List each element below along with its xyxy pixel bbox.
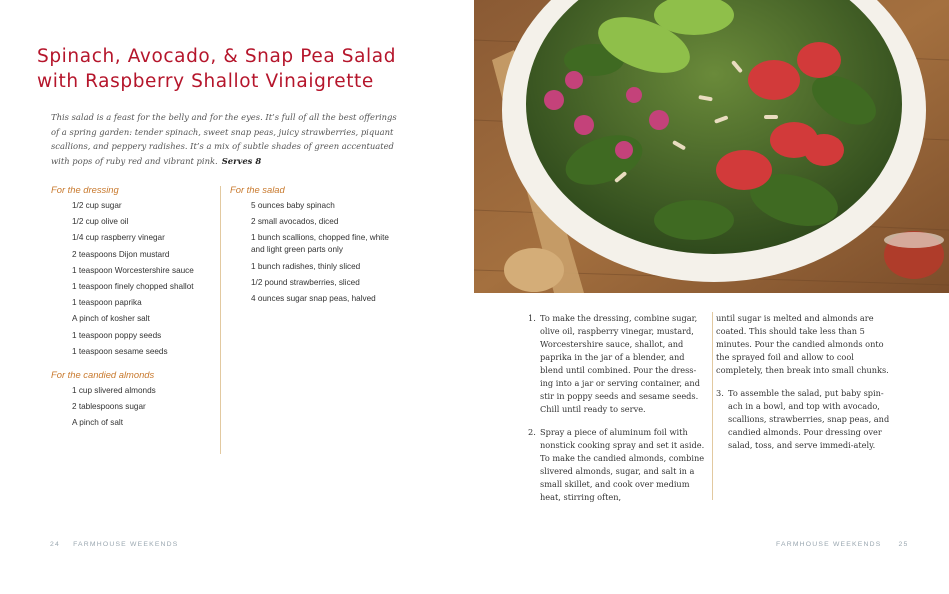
ingredient-item: 2 tablespoons sugar bbox=[72, 401, 146, 411]
steps-column-2 bbox=[716, 312, 896, 462]
ingredient-item: 1 cup slivered almonds bbox=[72, 385, 156, 395]
ingredient-item: A pinch of kosher salt bbox=[72, 314, 150, 324]
ingredient-item: 1 teaspoon sesame seeds bbox=[72, 346, 168, 356]
column-divider bbox=[220, 186, 221, 454]
ingredient-item: 5 ounces baby spinach bbox=[251, 201, 335, 210]
ingredients-column-2 bbox=[230, 183, 398, 309]
ingredient-item: 1 teaspoon poppy seeds bbox=[72, 330, 162, 340]
step-number: 1. bbox=[528, 313, 536, 323]
title-line-1: Spinach, Avocado, & Snap Pea Salad bbox=[37, 46, 397, 67]
step-text: until sugar is melted and almonds are coated. This should take less than 5 minutes. Pour the candied almonds onto the sprayed foil and allow to cool completely, then break into small chunks. bbox=[716, 313, 889, 375]
ingredient-item: 1 teaspoon finely chopped shallot bbox=[72, 281, 194, 291]
salad-bowl-image bbox=[474, 0, 949, 293]
almonds-heading: For the candied almonds bbox=[51, 368, 155, 380]
recipe-title bbox=[37, 44, 457, 94]
ingredient-item: 1/2 cup olive oil bbox=[72, 217, 129, 227]
ingredient-item: 2 small avocados, diced bbox=[251, 217, 339, 227]
step-item bbox=[528, 312, 708, 416]
step-number: 2. bbox=[528, 427, 536, 437]
ingredient-item: 4 ounces sugar snap peas, halved bbox=[251, 293, 376, 303]
step-continuation bbox=[716, 312, 896, 377]
step-text: To assemble the salad, put baby spin-ach in a bowl, and top with avocado, scallions, strawberries, snap peas, and candied almonds. Pour dressing over salad, toss, and serve immedi-ately. bbox=[728, 388, 890, 450]
salad-photo bbox=[474, 0, 949, 293]
ingredient-item: 1/4 cup raspberry vinegar bbox=[72, 233, 165, 243]
page-number: 24 bbox=[50, 541, 60, 548]
dressing-list bbox=[51, 200, 219, 358]
ingredient-item: 1 bunch scallions, chopped fine, white and light green parts only bbox=[251, 233, 389, 255]
ingredient-item: 1 teaspoon Worcestershire sauce bbox=[72, 265, 194, 275]
salad-list bbox=[230, 200, 398, 305]
step-item bbox=[528, 426, 708, 504]
step-item bbox=[716, 387, 896, 452]
footer-title: FARMHOUSE WEEKENDS bbox=[73, 541, 179, 548]
right-page bbox=[474, 0, 949, 594]
title-line-2: with Raspberry Shallot Vinaigrette bbox=[37, 71, 374, 92]
footer-title: FARMHOUSE WEEKENDS bbox=[776, 541, 882, 548]
serves-label: Serves 8 bbox=[221, 155, 262, 166]
ingredient-item: 1 teaspoon paprika bbox=[72, 298, 142, 308]
intro-text: This salad is a feast for the belly and for the eyes. It’s full of all the best offerings of a spring garden: tender spinach, sweet snap peas, juicy strawberries, piquant scallions, and peppery radishes. It’s a mix of subtle shades of green accentuated with pops of ruby red and vibrant pink. bbox=[51, 112, 397, 166]
right-footer bbox=[776, 541, 909, 548]
dressing-heading: For the dressing bbox=[51, 184, 119, 195]
step-text: Spray a piece of aluminum foil with nonstick cooking spray and set it aside. To make the candied almonds, combine slivered almonds, sugar, and salt in a small skillet, and cook over medium heat, stirring often, bbox=[540, 427, 705, 502]
ingredient-item: 2 teaspoons Dijon mustard bbox=[72, 249, 170, 259]
ingredients-column-1 bbox=[51, 183, 219, 433]
left-footer bbox=[50, 541, 179, 548]
left-page bbox=[0, 0, 474, 594]
step-text: To make the dressing, combine sugar, olive oil, raspberry vinegar, mustard, Worcestershire sauce, shallot, and paprika in the jar of a blender, and blend until combined. Pour the dress-ing into a jar or serving container, and stir in poppy seeds and sesame seeds. Chill until ready to serve. bbox=[540, 313, 700, 414]
almonds-list bbox=[51, 385, 219, 429]
ingredient-item: 1/2 pound strawberries, sliced bbox=[251, 277, 360, 287]
page-number: 25 bbox=[898, 541, 909, 548]
recipe-intro bbox=[51, 110, 407, 168]
ingredient-item: 1/2 cup sugar bbox=[72, 201, 122, 210]
ingredient-item: A pinch of salt bbox=[72, 418, 123, 428]
steps-column-1 bbox=[528, 312, 708, 514]
steps-divider bbox=[712, 312, 713, 500]
step-number: 3. bbox=[716, 388, 724, 398]
ingredient-item: 1 bunch radishes, thinly sliced bbox=[251, 261, 361, 271]
salad-heading: For the salad bbox=[230, 184, 285, 195]
